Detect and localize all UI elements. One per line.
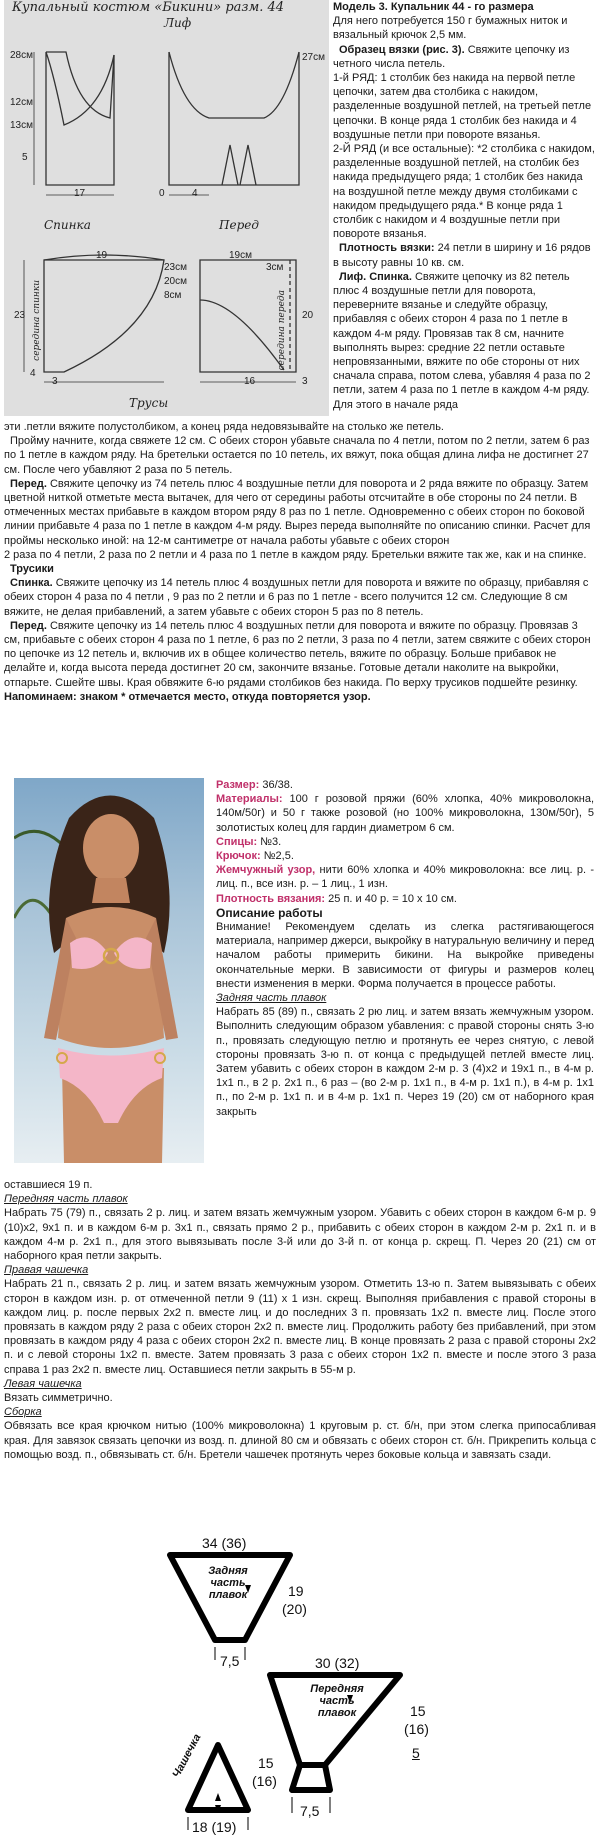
size-label: Размер: (216, 779, 260, 791)
assembly-text: Обвязать все края крючком нитью (100% микроволокна) 1 круговым р. ст. б/н, при этом слегка припосабливая края. Для завязок связать цепочки из возд. п. длиной 80 см и обвязать с обеих сторон ст. б/н. Прикрепить кольца с помощью возд. п., обвязывать ст. б/н. Бретели чашечек протянуть через боковые кольца и завязать сзади. (4, 1420, 596, 1461)
density-text: 24 петли в ширину и 16 рядов в высоту равны 10 кв. см. (333, 242, 591, 269)
front-bottom-dim: 7,5 (300, 1803, 320, 1819)
model2-full (4, 1178, 596, 1462)
dim-3: 3 (52, 376, 58, 387)
body-text (4, 420, 596, 704)
dim-13: 13см (10, 120, 33, 131)
materials-text: Для него потребуется 150 г бумажных ниток и вязальный крючок 2,5 мм. (333, 15, 568, 42)
back-title: Задняя часть плавок (216, 992, 327, 1005)
pered2-title: Перед. (10, 619, 47, 632)
desc-text: Внимание! Рекомендуем сделать из слегка растягивающегося материала, например джерси, выкройку в натуральную величину и перед началом работы примерить бикини. На выкройке приведены окончательные мерки. В зависимости от фигуры и размеров колец внести изменения в мерки. Форма получается в процессе работы. (216, 921, 594, 990)
diagram-shapes (140, 1535, 460, 1840)
dim-19cm: 19см (229, 250, 252, 261)
body-p1: эти .петли вяжите полустолбиком, а конец ряда недовязывайте на столько же петель. (4, 421, 444, 433)
dim-0: 0 (159, 188, 165, 199)
dim-19: 19 (96, 250, 108, 261)
dim-5: 5 (22, 152, 28, 163)
dim-27: 27см (302, 52, 325, 63)
assembly-title: Сборка (4, 1406, 42, 1419)
left-cup-title: Левая чашечка (4, 1377, 82, 1390)
front-text: Набрать 75 (79) п., связать 2 р. лиц. и затем вязать жемчужным узором. Убавить с обеих сторон в каждом 6-м р. 9 (10)x2, 9x1 п. и в каждом 6-м р. 3x1 п., связать прямо 2 р., прибавить с обеих сторон в каждом 2-м р. 2x1 п. и в каждом 4-м р. 2x1 п., для этого вывязывать после 3-й или до 3-й п. от конца р. скрещ. П. Через 20 (21) см от наборного края петли закрыть. (4, 1207, 596, 1263)
pattern-drawing (4, 0, 329, 416)
dim-20cm: 20см (164, 276, 187, 287)
cup-text: Набрать 21 п., связать 2 р. лиц. и затем вязать жемчужным узором. Отметить 13-ю п. Затем вывязывать с обеих сторон в каждом изн. р. от отмеченной петли 9 (11) x 1 изн. скрещ. Выполняя прибавления с правой стороны в каждом лиц. р. после первых 2x2 п. вместе лиц. и до последних 3 п. провязать 1x2 п. вместе лиц. После этого провязать в каждом ряду 2 раза с обеих сторон 2x2 п. вместе лиц. Продолжить работу без прибавлений, при этом провязать в каждом ряду 4 раза с обеих сторон 2x2 п. вместе лиц. В конце провязать 2 раза с правой стороны 2x2 п. и с левой стороны 1x2 п. вместе. Затем провязать 3 раза с обеих сторон 1x2 п. вместе и после этого 3 раза справа 1 раз 2x2 п. вместе лиц. Оставшиеся петли закрыть в 55-м р. (4, 1278, 596, 1376)
hook-label: Крючок: (216, 850, 261, 863)
back-text: Набрать 85 (89) п., связать 2 рю лиц. и затем вязать жемчужным узором. Выполнить следующим образом убавления: с правой стороны снять 3-ю п., провязать следующую петлю и протянуть ее через снятую, с левой стороны провязать 3-ю п. от конца с предыдущей петлей вместе лиц. Затем убавить с обеих сторон в каждом 2-м р. 3 (4)x2 и 19x1 п., в 4-м р. 1x1 п., в 2 р. 2x1 п., 6 раз – (во 2-м р. 1x1 п., в 4-м р. 1x1 п.), в 4-м р. 1x1 п., по 2-м р. 1x1 п. и в 4-м р. 1x1 п. Через 19 (20) см от наборного края закрыть (216, 1006, 594, 1118)
row1-text: 1-й РЯД: 1 столбик без накида на первой петле цепочки, затем два столбика с накидом, разделенные воздушной петлей, на третьей петле цепочки. В конце ряда 1 столбик без накида и 4 воздушные петли при повороте вязанья. (333, 72, 592, 141)
dim-16: 16 (244, 376, 256, 387)
pered2-text: Свяжите цепочку из 14 петель плюс 4 воздушных петли для поворота и вяжите по образцу. Провязав 3 см, прибавьте с обеих сторон 4 раза по 1 петле, 6 раз по 2 петли, 3 раза по 4 петли, затем свяжите с обеих сторон по цепочке из 12 петель и, включив их в общее количество петель, вяжите по образцу. Больше прибавок не делайте и, когда высота переда достигнет 20 см, закончите вязанье. Готовые детали наколите на выкройки, отпарьте. Сшейте швы. Края обвяжите 6-ю рядами столбиков без накида. По верху трусиков подшейте резинку. (4, 619, 591, 689)
front-side-dim: 15 (410, 1703, 426, 1719)
back-bottom-dim: 7,5 (220, 1653, 240, 1669)
pered-text: Свяжите цепочку из 74 петель плюс 4 воздушные петли для поворота и 2 ряда вяжите по образцу. Затем цветной ниткой отметьте места вытачек, для чего от середины работы отсчитайте в обе стороны по 24 петли. В отмеченных местах прибавьте в каждом втором ряду 8 раз по 1 петле. Одновременно с обеих сторон по боковой линии прибавьте 4 раза по 1 петле в каждом 4-м ряду. Вырез переда выполняйте по описанию спинки. Расчет для проймы несколько иной: на 12-м сантиметре от начала работы убавьте с обеих сторон (4, 477, 591, 547)
pearl-label: Жемчужный узор, (216, 864, 316, 877)
dim-17: 17 (74, 188, 86, 199)
density2-label: Плотность вязания: (216, 892, 326, 905)
back-top-dim: 34 (36) (202, 1535, 247, 1551)
dim-4: 4 (192, 188, 198, 199)
intro-column (333, 0, 595, 412)
dim-3b: 3 (302, 376, 308, 387)
cup-bottom-dim: 18 (19) (192, 1819, 237, 1835)
label-lif: Лиф (164, 16, 192, 30)
front-side-dim2: (16) (404, 1721, 429, 1737)
lif-title: Лиф. Спинка. (339, 270, 412, 283)
pered-title: Перед. (10, 477, 47, 490)
model-photo (14, 778, 204, 1163)
label-spinka: Спинка (44, 218, 91, 232)
dim-23cm: 23см (164, 262, 187, 273)
label-seredina-spinki: середина спинки (32, 280, 42, 361)
bottom-diagrams (140, 1535, 460, 1840)
back-tail: оставшиеся 19 п. (4, 1179, 93, 1191)
dim-28: 28см (10, 50, 33, 61)
hook-value: №2,5. (263, 850, 294, 863)
model-figure (14, 778, 204, 1163)
size-value: 36/38. (262, 779, 293, 791)
cup-side-dim2: (16) (252, 1773, 277, 1789)
front-extra-dim: 5 (412, 1745, 420, 1761)
model2-right (216, 778, 594, 1119)
trusiki-title: Трусики (10, 563, 54, 576)
front-title: Передняя часть плавок (4, 1193, 128, 1206)
needles-value: №3. (260, 835, 282, 848)
row2-text: 2-Й РЯД (и все остальные): *2 столбика с накидом, разделенные воздушной петлей, на столбик без накида предыдущего ряда; 1 столбик без накида на воздушной петле между двумя столбиками с накидом предыдущего ряда.* В конце ряда 1 столбик с накидом и 4 воздушные петли при повороте вязанья. (333, 143, 595, 241)
label-seredina-pereda: середина переда (277, 290, 287, 371)
density-title: Плотность вязки: (339, 242, 435, 255)
spinka-text: Свяжите цепочку из 14 петель плюс 4 воздушных петли для поворота и вяжите по образцу, прибавляя с обеих сторон 4 раза по 4 петли , 9 раз по 2 петли и 6 раз по 1 петле - всего получится 12 см. Следующие 8 см вяжите, не делая прибавлений, а затем убавьте с обеих сторон 5 раз по 8 петель. (4, 577, 589, 618)
dim-12: 12см (10, 97, 33, 108)
dim-3cm: 3см (266, 262, 284, 273)
materials-value: 100 г розовой пряжи (60% хлопка, 40% микроволокна, 140м/50г) и 50 г также розовой (но 100% микроволокна, 130м/50г), 5 золотистых колец для гардин диаметром 6 см. (216, 793, 594, 834)
materials-label: Материалы: (216, 793, 283, 806)
cup-title: Правая чашечка (4, 1264, 89, 1277)
body-p2: Пройму начните, когда свяжете 12 см. С обеих сторон убавьте сначала по 4 петли, потом по 2 петли, затем 6 раз по 1 петле в каждом ряду. На бретельки остается по 10 петель, их вяжут, пока общая длина лифа не достигнет 27 см. После чего убавляют 2 раза по 5 петель. (4, 435, 590, 476)
lif-text: Свяжите цепочку из 82 петель плюс 4 воздушные петли для поворота, переверните вязанье и следуйте образцу, прибавляя с обеих сторон 4 раза по 1 петле в каждом 4-м ряду. Провязав так 8 см, начните выполнять вырез: средние 22 петли оставьте непровязанными, вяжите по обе стороны от них сначала справа, потом слева, убавляя 4 раза по 2 петли, затем 4 раза по 1 петле в каждом 4-м ряду. Для этого в начале ряда (333, 270, 591, 411)
reminder-text: Напоминаем: знаком * отмечается место, откуда повторяется узор. (4, 690, 371, 703)
dim-8cm: 8см (164, 290, 182, 301)
density2-value: 25 п. и 40 р. = 10 х 10 см. (328, 892, 457, 905)
front-label: Передняя часть плавок (310, 1683, 364, 1719)
model-title: Модель 3. Купальник 44 - го размера (333, 1, 534, 13)
desc-title: Описание работы (216, 905, 323, 920)
cup-side-dim: 15 (258, 1755, 274, 1771)
dim-20: 20 (302, 310, 314, 321)
spinka-title: Спинка. (10, 577, 53, 590)
label-trusy: Трусы (129, 396, 169, 410)
cup-label: Чашечка (170, 1732, 204, 1780)
needles-label: Спицы: (216, 835, 258, 848)
back-label: Задняя часть плавок (208, 1565, 248, 1601)
dim-23: 23 (14, 310, 26, 321)
pered-text2: 2 раза по 4 петли, 2 раза по 2 петли и 4 раза по 1 петле в каждом ряду. Бретельки вяжите так же, как и на спинке. (4, 548, 587, 561)
sample-title: Образец вязки (рис. 3). (339, 43, 465, 56)
left-cup-text: Вязать симметрично. (4, 1392, 113, 1405)
front-top-dim: 30 (32) (315, 1655, 360, 1671)
label-pered: Перед (219, 218, 259, 232)
pattern-title: Купальный костюм «Бикини» разм. 44 (12, 0, 285, 15)
back-side-dim2: (20) (282, 1601, 307, 1617)
dim-4b: 4 (30, 368, 36, 379)
back-side-dim: 19 (288, 1583, 304, 1599)
sample-text: Свяжите цепочку из четного числа петель. (333, 43, 570, 70)
pearl-value: нити 60% хлопка и 40% микроволокна: все лиц. р. - лиц. п., все изн. р. – 1 лиц., 1 изн. (216, 864, 594, 891)
